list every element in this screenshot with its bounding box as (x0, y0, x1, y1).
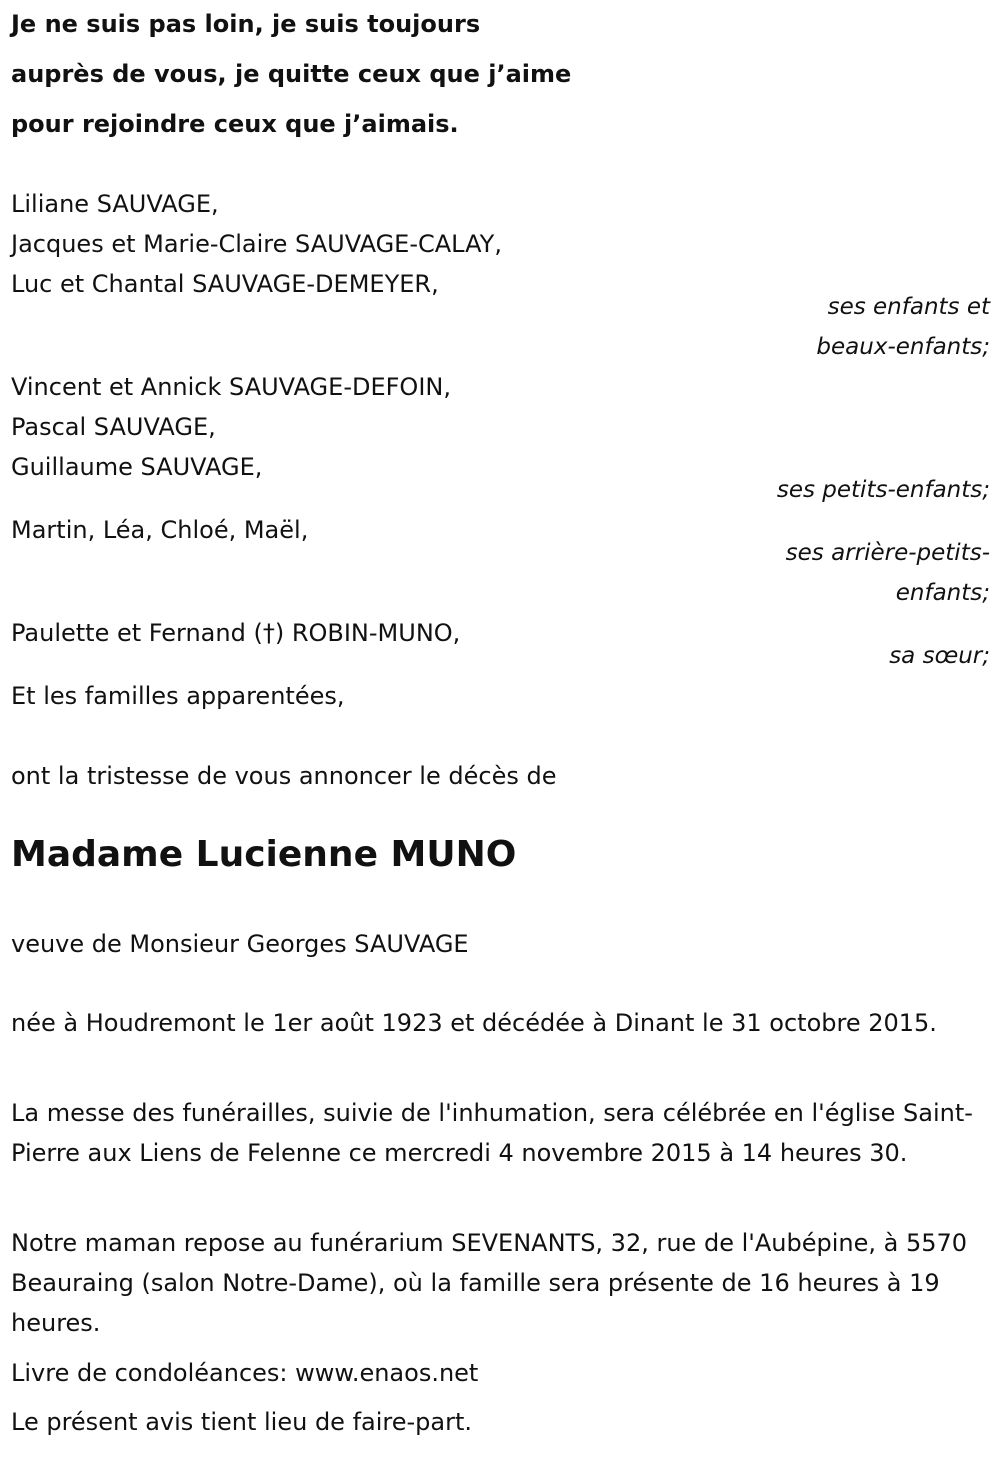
related-families: Et les familles apparentées, (11, 682, 345, 710)
role-great-grandchildren-line-1: ses arrière-petits- (785, 540, 990, 566)
family-member-grandchild: Pascal SAUVAGE, (11, 413, 216, 441)
announcement-text: ont la tristesse de vous annoncer le décès de (11, 762, 557, 790)
family-member-sister: Paulette et Fernand (†) ROBIN-MUNO, (11, 619, 461, 647)
family-member-grandchild: Vincent et Annick SAUVAGE-DEFOIN, (11, 373, 451, 401)
role-grandchildren: ses petits-enfants; (776, 477, 990, 503)
role-sister: sa sœur; (889, 643, 990, 669)
quote-line-1: Je ne suis pas loin, je suis toujours (11, 10, 481, 38)
condolences-line: Livre de condoléances: www.enaos.net (11, 1359, 479, 1387)
quote-line-3: pour rejoindre ceux que j’aimais. (11, 110, 459, 138)
widow-of: veuve de Monsieur Georges SAUVAGE (11, 930, 469, 958)
role-children-line-2: beaux-enfants; (816, 334, 990, 360)
role-children-line-1: ses enfants et (827, 294, 990, 320)
family-member-child: Luc et Chantal SAUVAGE-DEMEYER, (11, 270, 439, 298)
family-member-child: Liliane SAUVAGE, (11, 190, 219, 218)
deceased-name: Madame Lucienne MUNO (11, 834, 517, 875)
notice-line: Le présent avis tient lieu de faire-part. (11, 1408, 473, 1436)
family-member-great-grandchildren: Martin, Léa, Chloé, Maël, (11, 516, 309, 544)
rest-place-paragraph: Notre maman repose au funérarium SEVENANTS, 32, rue de l'Aubépine, à 5570 Beauraing (salon Notre-Dame), où la famille sera présente de 16 heures à 19 heures. (11, 1229, 968, 1337)
family-member-child: Jacques et Marie-Claire SAUVAGE-CALAY, (11, 230, 502, 258)
quote-line-2: auprès de vous, je quitte ceux que j’aime (11, 60, 572, 88)
funeral-paragraph: La messe des funérailles, suivie de l'inhumation, sera célébrée en l'église Saint-Pierre aux Liens de Felenne ce mercredi 4 novembre 2015 à 14 heures 30. (11, 1099, 973, 1167)
role-great-grandchildren-line-2: enfants; (895, 580, 990, 606)
birth-death-paragraph: née à Houdremont le 1er août 1923 et décédée à Dinant le 31 octobre 2015. (11, 1009, 937, 1037)
family-member-grandchild: Guillaume SAUVAGE, (11, 453, 263, 481)
